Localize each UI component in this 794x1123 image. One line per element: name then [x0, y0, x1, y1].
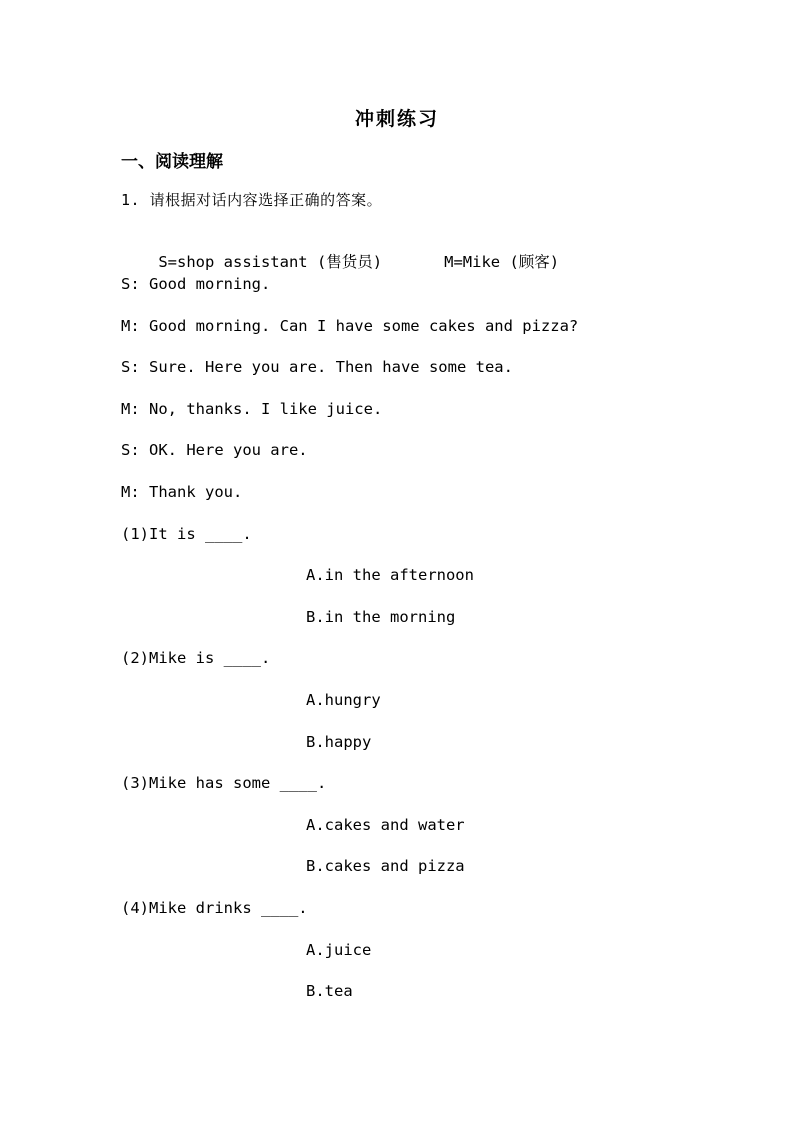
dialogue-line: M: Thank you.: [121, 483, 243, 501]
question-option-a: A.juice: [306, 941, 372, 959]
question-option-b: B.happy: [306, 733, 372, 751]
dialogue-line: S: Sure. Here you are. Then have some tea.: [121, 358, 513, 376]
dialogue-line: M: Good morning. Can I have some cakes and pizza?: [121, 317, 579, 335]
question-option-b: B.in the morning: [306, 608, 456, 626]
question-stem: (1)It is ____.: [121, 525, 252, 543]
role-mike: M=Mike (顾客): [444, 253, 560, 271]
question-option-b: B.cakes and pizza: [306, 857, 465, 875]
question-stem: (3)Mike has some ____.: [121, 774, 327, 792]
question-stem: (4)Mike drinks ____.: [121, 899, 308, 917]
instruction-text: 1. 请根据对话内容选择正确的答案。: [121, 191, 383, 209]
dialogue-line: M: No, thanks. I like juice.: [121, 400, 383, 418]
page-title: 冲刺练习: [354, 108, 439, 130]
question-option-b: B.tea: [306, 982, 353, 1000]
role-shop-assistant: S=shop assistant (售货员): [158, 253, 383, 271]
question-option-a: A.in the afternoon: [306, 566, 474, 584]
question-stem: (2)Mike is ____.: [121, 649, 271, 667]
section-heading: 一、阅读理解: [121, 152, 223, 172]
dialogue-line: S: Good morning.: [121, 275, 271, 293]
question-option-a: A.cakes and water: [306, 816, 465, 834]
dialogue-line: S: OK. Here you are.: [121, 441, 308, 459]
question-option-a: A.hungry: [306, 691, 381, 709]
